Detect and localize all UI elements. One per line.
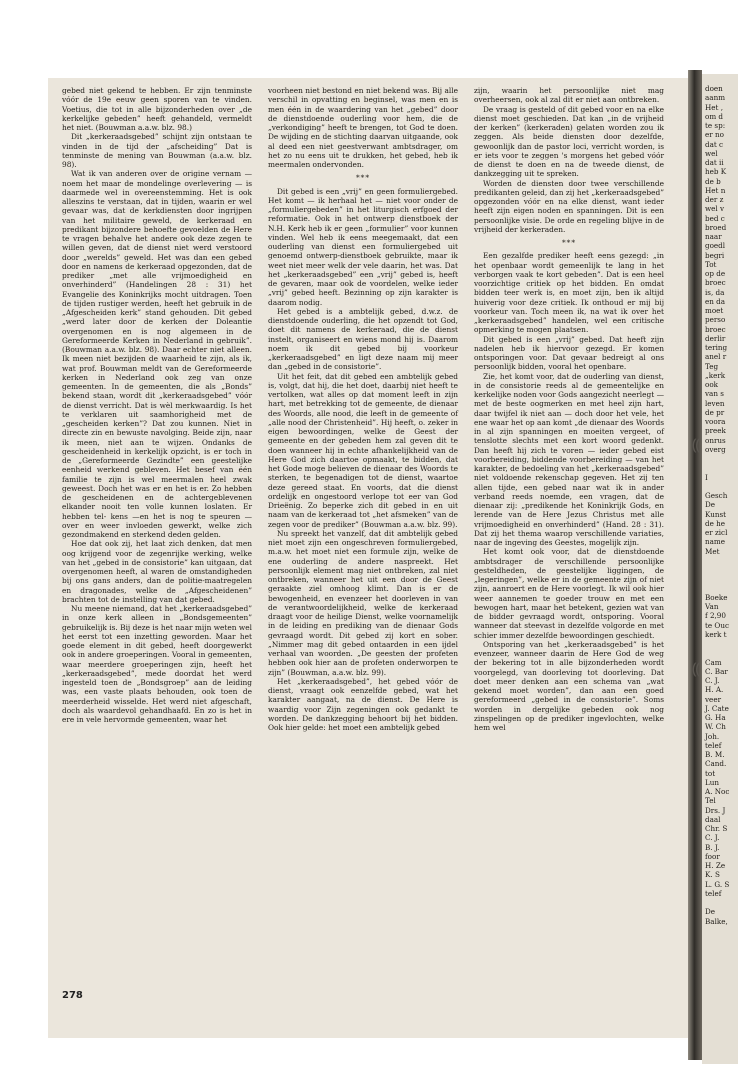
fragment-line: wel — [705, 148, 718, 158]
fragment-line: op de — [705, 269, 726, 278]
paragraph: Het gebed is a ambtelijk gebed, d.w.z. de dienstdoende ouderling, die het opzendt tot God, doet dit namens de kerkeraad, die de dienst instelt, organiseert en wiens mond hij is. Daarom noem ik dit gebed bij voorkeur „kerkeraadsgebed” en ligt deze naam mij meer dan „gebed in de consistorie”. — [268, 306, 458, 372]
fragment-line: tot — [705, 768, 716, 778]
fragment-line: en da — [705, 296, 726, 306]
fragment-line: veer — [705, 694, 722, 704]
fragment-line: G. Ha — [705, 713, 726, 722]
paragraph: Zie, het komt voor, dat de ouderling van dienst, in de consistorie reeds al de gemeentelijke en kerkelijke noden voor Gods aangezicht neerlegt — met de beste oogmerken en met heel zijn hart, daar twijfel ik niet aan — doch door het vele, het ene waar het op aan komt „de dienaar des Woords in al zijn spanningen en moeiten vergeet, of tenslotte slechts met een kort woord gedenkt. Dan heeft hij zich te voren — ieder gebed eist voorbereiding, biddende voorbereiding — van het karakter, de bedoeling van het „kerkeraadsgebed” niet voldoende rekenschap gegeven. Het zij ten allen tijde, een gebed naar wat ik in ander verband reeds noemde, een vragen, dat de dienaar zij: „predikende het Koninkrijk Gods, en lerende van de Here Jezus Christus met alle vrijmoedigheid en onverhinderd” (Hand. 28 : 31). Dat zij het thema waarop verschillende variaties, naar de ingeving des Geestes, mogelijk zijn. — [474, 371, 664, 547]
fragment-line: te Ouc — [705, 620, 729, 630]
fragment-line: om d — [705, 111, 724, 121]
paragraph: Dit gebed is een „vrij” en geen formuliergebed. Het komt — ik herhaal het — niet voor onder de „formuliergebeden” in het liturgisch erfgoed der reformatie. Ook in het ontwerp dienstboek der N.H. Kerk heb ik er geen „formulier” voor kunnen vinden. Wel heb ik eens meegemaakt, dat een ouderling van dienst een formuliergebed uit genoemd ontwerp-dienstboek gebruikte, maar ik weet niet meer welk der vele daarin, het was. Dat het „kerkeraadsgebed” een „vrij” gebed is, heeft de gevaren, maar ook de voordelen, welke ieder „vrij” gebed heeft. Bezinning op zijn karakter is daarom nodig. — [268, 186, 458, 307]
section-divider: *** — [561, 238, 577, 247]
paragraph: Hoe dat ook zij, het laat zich denken, dat men oog krijgend voor de zegenrijke werking, welke van het „gebed in de consistorie” kan uitgaan, dat overgenomen heeft, al waren de omstandigheden bij ons gans anders, dan de politie-maatregelen en dragonades, welke de „Afgescheidenen” brachten tot de instelling van dat gebed. — [62, 539, 252, 604]
fragment-line: H. A. — [705, 685, 724, 695]
fragment-line: te sp: — [705, 121, 726, 130]
fragment-line: de b — [705, 176, 721, 186]
next-page-fragments — [705, 84, 738, 926]
fragment-line: name — [705, 537, 725, 547]
next-page-edge — [702, 74, 738, 1064]
fragment-line — [705, 648, 738, 657]
fragment-line — [705, 639, 738, 648]
fragment-line: bed c — [705, 213, 725, 223]
fragment-line: foor — [705, 851, 720, 861]
paragraph: Wat ik van anderen over de origine vernam — noem het maar de mondelinge overlevering — is daarmede wel in overeenstemming. Het is ook alleszins te verstaan, dat in tijden, waarin er wel gevaar was, dat de kerkdiensten door ingrijpen van het militaire geweld, de kerkeraad en predikant bijzondere behoefte gevoelden de Here te vragen behalve het andere ook deze zegen te willen geven, dat de dienst niet werd verstoord door „werelds” geweld. Het was dan een gebed door en namens de kerkeraad opgezonden, dat de prediker „met alle vrijmoedigheid en onverhinderd” (Handelingen 28 : 31) het Evangelie des Koninkrijks mocht uitdragen. Toen de tijden rustiger werden, heeft het gebruik in de „Afgescheiden kerk” stand gehouden. Dit gebed „werd later door de kerken der Doleantie overgenomen en is nog algemeen in de Gereformeerde Kerken in Nederland in gebruik”. (Bouwman a.a.w. blz. 98). Daar echter niet alleen. Ik meen niet bezijden de waarheid te zijn, als ik, wat prof. Bouwman meldt van de Gereformeerde kerken in Nederland ook zeg van onze gemeenten. In de gemeenten, die als „Bonds” bekend staan, wordt dit „kerkeraadsgebed” vóór de dienst verricht. Dat is wèl merkwaardig. Is het te verklaren uit saamhorigheid met de „gescheiden kerken”? Dat zou kunnen. Niet in directe zin en bewuste navolging. Beide zijn, naar ik meen, niet aan te wijzen. Ondanks de gescheidenheid in kerkelijk opzicht, is er toch in de „Gereformeerde Gezindte” een geestelijke eenheid werkend gebleven. Het besef van één familie te zijn is wel meermalen heel zwak geweest. Doch het was er en het is er. Zo hebben de gescheidenen en de achtergeblevenen elkander nooit ten volle kunnen loslaten. Er hebben tel- kens —en het is nog te speuren — over en weer invloeden gewerkt, welke zich gezondmakend en sterkend deden gelden. — [62, 169, 252, 539]
fragment-line: telef — [705, 888, 722, 898]
fragment-line: onrus — [705, 435, 726, 445]
fragment-line: aanm — [705, 93, 726, 103]
fragment-line: de he — [705, 518, 726, 528]
fragment-line — [705, 565, 738, 574]
fragment-line: der z — [705, 195, 724, 204]
fragment-line: B. J. — [705, 842, 720, 852]
paragraph: Worden de diensten door twee verschillende predikanten geleid, dan zij het „kerkeraadsgebed” opgezonden vóór en na elke dienst, want ieder heeft zijn eigen noden en spanningen. Dit is een persoonlijke visie. De orde en regeling blijve in de vrijheid der kerkeraden. — [474, 178, 664, 234]
fragment-line: broec — [705, 324, 726, 334]
fragment-line: De — [705, 500, 716, 510]
fragment-line: Tel — [705, 796, 716, 806]
fragment-line: telef — [705, 740, 722, 750]
fragment-line: Cand. — [705, 759, 727, 769]
fragment-line: tering — [705, 343, 728, 352]
fragment-line: Lun — [705, 777, 720, 787]
fragment-line: er zicl — [705, 528, 728, 537]
fragment-line: preek — [705, 426, 726, 436]
fragment-line: naar — [705, 232, 722, 241]
fragment-line — [705, 574, 738, 583]
fragment-line: heb K — [705, 167, 727, 177]
fragment-line: Joh. — [705, 731, 720, 741]
paragraph: gebed niet gekend te hebben. Er zijn tenminste vóór de 19e eeuw geen sporen van te vinden. Voetius, die tot in alle bijzonderheden over „de kerkelijke gebeden” heeft gehandeld, vermeldt het niet. (Bouwman a.a.w. blz. 98.) — [62, 86, 252, 132]
fragment-line: Van — [705, 602, 719, 611]
fragment-line: K. S — [705, 870, 720, 880]
fragment-line: Teg — [705, 361, 719, 371]
fragment-line: is, da — [705, 287, 725, 297]
fragment-line: Het n — [705, 185, 726, 195]
fragment-line: C. Bar — [705, 666, 728, 676]
fragment-line: doen — [705, 84, 723, 93]
fragment-line: de pr — [705, 407, 725, 417]
fragment-line: perso — [705, 315, 726, 325]
fragment-line: Chr. S — [705, 824, 728, 833]
section-divider: *** — [355, 173, 371, 183]
fragment-line: C. J. — [705, 676, 720, 685]
fragment-line: overg — [705, 444, 726, 454]
fragment-line: goedl — [705, 241, 726, 251]
fragment-line: B. M. — [705, 750, 725, 759]
fragment-line: ook — [705, 380, 719, 389]
fragment-line: H. Ze — [705, 861, 726, 870]
fragment-line: Cam — [705, 657, 722, 667]
paragraph: Nu meene niemand, dat het „kerkeraadsgebed” in onze kerk alleen in „Bondsgemeenten” gebruikelijk is. Bij deze is het naar mijn weten wel het eerst tot een inzetting geworden. Maar het goede element in dit gebed, heeft doorgewerkt ook in andere groeperingen. Vooral in gemeenten, waar meerdere groeperingen zijn, heeft het „kerkeraadsgebed”, mede doordat het werd ingesteld toen de „Bondsgroep” aan de leiding was, een vaste plaats behouden, ook toen de meerderheid wisselde. Het werd niet afgeschaft, doch als waardevol gehandhaafd. En zo is het in ere in vele hervormde gemeenten, waar het — [62, 604, 252, 724]
fragment-line: dat c — [705, 139, 724, 149]
fragment-line: L. G. S — [705, 879, 730, 889]
fragment-line: De — [705, 907, 716, 917]
paragraph: Uit het feit, dat dit gebed een ambtelijk gebed is, volgt, dat hij, die het doet, daarbij niet heeft te vertolken, wat alles op dat moment leeft in zijn hart, met betrekking tot de gemeente, de dienaar des Woords, alle nood, die leeft in de gemeente of „alle nood der Christenheid”. Hij heeft, o. zeker in eigen bewoordingen, welke de Geest der gemeente en der gebeden hem zal geven dit te doen wanneer hij in echte afhankelijkheid van de Here God zich daartoe opmaakt, te bidden, dat het Gode moge believen de dienaar des Woords te sterken, te begenadigen tot de dienst, waartoe deze gereed staat. En voorts, dat die dienst ordelijk en ongestoord verlope tot eer van God Drieënig. Zo beperke zich dit gebed in en uit naam van de kerkeraad tot „het afsmeken” van de zegen voor de prediker” (Bouwman a.a.w. blz. 99). — [268, 371, 458, 529]
fragment-line: J. Cate — [705, 703, 729, 713]
page-number: 278 — [62, 990, 83, 1001]
fragment-line: Kunst — [705, 509, 727, 519]
fragment-line — [705, 463, 738, 472]
fragment-line: Boeke — [705, 592, 728, 602]
paragraph: Dit gebed is een „vrij” gebed. Dat heeft zijn nadelen heb ik hiervoor gezegd. Er komen ontsporingen voor. Dat gevaar bedreigt al ons persoonlijk bidden, vooral het openbare. — [474, 334, 664, 372]
fragment-line — [705, 584, 738, 593]
paragraph: zijn, waarin het persoonlijke niet mag overheersen, ook al zal dit er niet aan ontbreken. — [474, 86, 664, 105]
fragment-line: derlir — [705, 333, 726, 343]
fragment-line: broec — [705, 278, 726, 288]
fragment-line: begri — [705, 250, 725, 260]
binder-clip-icon: ⸨ — [692, 659, 701, 678]
book-gutter — [688, 70, 702, 1060]
fragment-line: A. Noc — [705, 787, 730, 796]
binder-clip-icon: ⸨ — [692, 435, 701, 454]
fragment-line: C. J. — [705, 833, 720, 843]
fragment-line — [705, 898, 738, 907]
fragment-line — [705, 482, 738, 491]
fragment-line: voora — [705, 417, 726, 426]
paragraph: Het komt ook voor, dat de dienstdoende ambtsdrager de verschillende persoonlijke gesteldheden, de geestelijke liggingen, de „legeringen”, welke er in de gemeente zijn of niet zijn, aanroert en de Here voorlegt. Ik wil ook hier weer aannemen te goeder trouw en met een bewogen hart, maar het betekent, gezien wat van de bidder gevraagd wordt, ontsporing. Vooral wanneer dat steevast in dezelfde volgorde en met schier immer dezelfde bewoordingen geschiedt. — [474, 547, 664, 640]
fragment-line: f 2,90 — [705, 611, 726, 621]
paragraph: Een gezalfde prediker heeft eens gezegd: „in het openbaar wordt gemeenlijk te lang in het verborgen vaak te kort gebeden”. Dat is een heel voorzichtige critiek op het bidden. En omdat bidden teer werk is, en moet zijn, ben ik altijd huiverig voor deze critiek. Ik onthoud er mij bij voorkeur van. Toch meen ik, na wat ik over het „kerkeraadsgebed” handelen, wel een critische opmerking te mogen plaatsen. — [474, 251, 664, 335]
fragment-line: kerk t — [705, 629, 727, 639]
fragment-line: Gesch — [705, 491, 728, 500]
fragment-line: Met — [705, 546, 720, 556]
fragment-line: Tot — [705, 259, 717, 269]
fragment-line: broed — [705, 222, 727, 232]
fragment-line: leven — [705, 398, 725, 408]
paragraph: voorheen niet bestond en niet bekend was. Bij alle verschil in opvatting en beginsel, was men en is men één in de waardering van het „gebed” door de dienstdoende ouderling voor hem, die de „verkondiging” heeft te brengen, tot God te doen. De wijding en de stichting daarvan uitgaande, ook al deed een niet geestverwant ambtsdrager, om het zo nu eens uit te drukken, het gebed, heb ik meermalen ondervonden. — [268, 86, 458, 169]
paragraph: Nu spreekt het vanzelf, dat dit ambtelijk gebed niet moet zijn een ongeschreven formuliergebed, m.a.w. het moet niet een formule zijn, welke de ene ouderling de andere naspreekt. Het persoonlijk element mag niet ontbreken, zal niet ontbreken, wanneer het uit een door de Geest geraakte ziel omhoog klimt. Dan is er de bewogenheid, en evenzeer het doorleven in van de verantwoordelijkheid, welke de kerkeraad draagt voor de heilige Dienst, welke voornamelijk in de leiding en prediking van de dienaar Gods gevraagd wordt. Dit gebed zij kort en sober. „Nimmer mag dit gebed ontaarden in een ijdel verhaal van woorden. „De geesten der profeten hebben ook hier aan de profeten onderworpen te zijn” (Bouwman, a.a.w. blz. 99). — [268, 528, 458, 677]
fragment-line: I — [705, 472, 708, 482]
fragment-line — [705, 454, 738, 463]
paragraph: De vraag is gesteld of dit gebed voor en na elke dienst moet geschieden. Dat kan „in de vrijheid der kerken” (kerkeraden) gelaten worden zou ik zeggen. Als beide diensten door dezelfde, gewoonlijk dan de pastor loci, verricht worden, is er iets voor te zeggen 's morgens het gebed vóór de dienst te doen en na de tweede dienst, de dankzegging uit te spreken. — [474, 104, 664, 179]
fragment-line: W. Ch — [705, 722, 726, 732]
fragment-line: Drs. J — [705, 805, 726, 815]
fragment-line: van s — [705, 389, 724, 399]
fragment-line: daal — [705, 814, 721, 824]
fragment-line: anel r — [705, 352, 727, 362]
fragment-line: er no — [705, 130, 724, 140]
fragment-line: Balke, — [705, 916, 728, 926]
paragraph: Ontsporing van het „kerkeraadsgebed” is het evenzeer, wanneer daarin de Here God de weg der bekering tot in alle bijzonderheden wordt voorgelegd, van doorleving tot doorleving. Dat doet meer denken aan een schema van „wat gekend moet worden”, dan aan een goed gereformeerd „gebed in de consistorie”. Soms worden in dergelijke gebeden ook nog zinspelingen op de prediker ingevlochten, welke hem wel — [474, 639, 664, 732]
text-column-2 — [268, 86, 458, 732]
fragment-line: wel v — [705, 204, 725, 214]
fragment-line: Het , — [705, 102, 723, 112]
fragment-line: „kerk — [705, 370, 726, 380]
fragment-line: moet — [705, 306, 724, 315]
paragraph: Dit „kerkeraadsgebed” schijnt zijn ontstaan te vinden in de tijd der „afscheiding” Dat is tenminste de mening van Bouwman (a.a.w. blz. 98). — [62, 132, 252, 169]
text-column-3 — [474, 86, 664, 732]
paragraph: Het „kerkeraadsgebed”, het gebed vóór de dienst, vraagt ook eenzelfde gebed, wat het karakter aangaat, na de dienst. De Here is waardig voor Zijn zegeningen ook gedankt te worden. De dankzegging behoort bij het bidden. Ook hier gelde: het moet een ambtelijk gebed — [268, 676, 458, 732]
fragment-line: dat ii — [705, 158, 724, 167]
fragment-line — [705, 556, 738, 565]
text-column-1 — [62, 86, 252, 724]
